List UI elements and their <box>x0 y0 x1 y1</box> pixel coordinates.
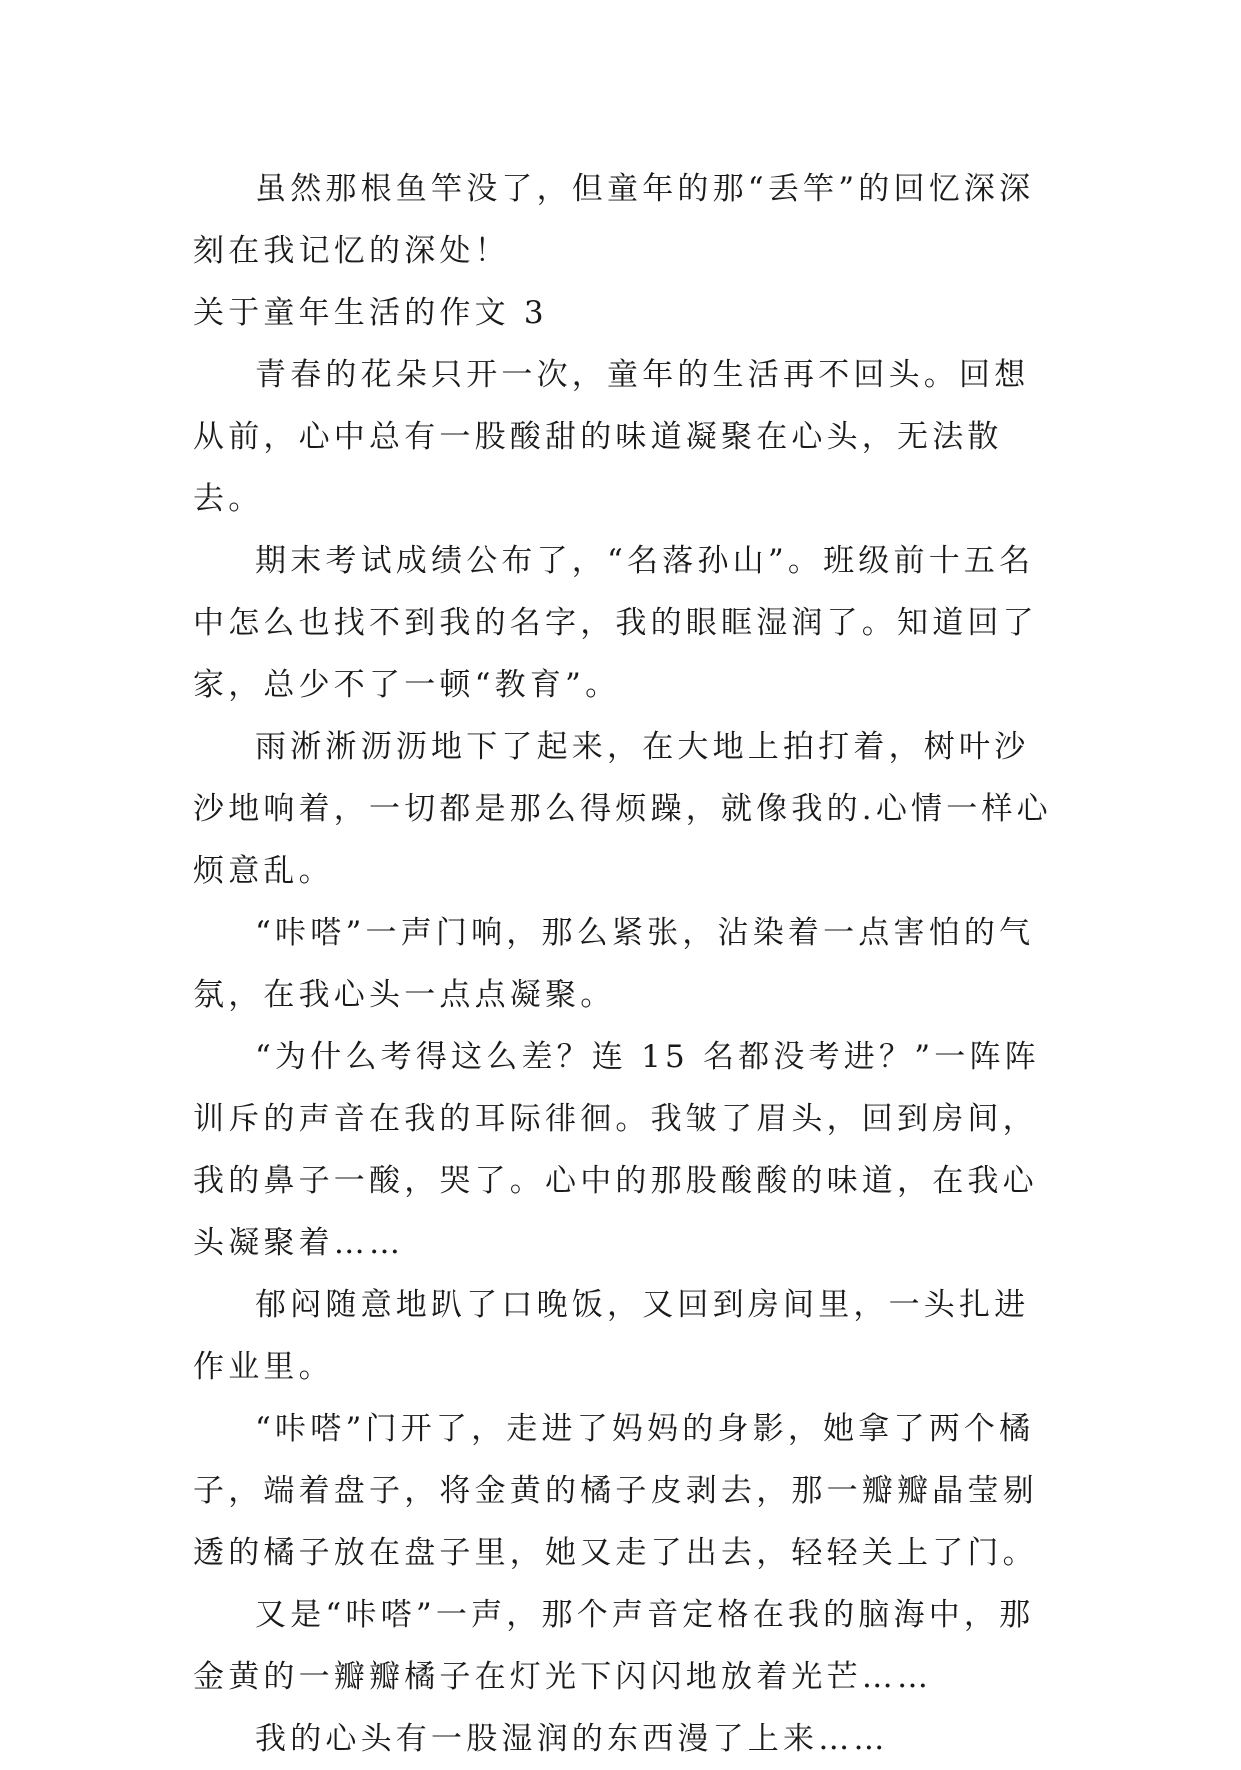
paragraph: 期末考试成绩公布了，“名落孙山”。班级前十五名中怎么也找不到我的名字，我的眼眶湿润了。知道回了家，总少不了一顿“教育”。 <box>193 543 1038 703</box>
paragraph: 虽然那根鱼竿没了，但童年的那“丢竿”的回忆深深刻在我记忆的深处！ <box>193 171 1035 269</box>
paragraph: “咔嗒”门开了，走进了妈妈的身影，她拿了两个橘子，端着盘子，将金黄的橘子皮剥去，那一瓣瓣晶莹剔透的橘子放在盘子里，她又走了出去，轻轻关上了门。 <box>193 1411 1038 1571</box>
paragraph: “为什么考得这么差？连 15 名都没考进？”一阵阵训斥的声音在我的耳际徘徊。我皱了眉头，回到房间，我的鼻子一酸，哭了。心中的那股酸酸的味道，在我心头凝聚着…… <box>193 1039 1040 1261</box>
paragraph: 雨淅淅沥沥地下了起来，在大地上拍打着，树叶沙沙地响着，一切都是那么得烦躁，就像我的.心情一样心烦意乱。 <box>193 729 1052 889</box>
paragraph: 郁闷随意地趴了口晚饭，又回到房间里，一头扎进作业里。 <box>193 1287 1030 1385</box>
paragraph: 又是“咔嗒”一声，那个声音定格在我的脑海中，那金黄的一瓣瓣橘子在灯光下闪闪地放着光芒…… <box>193 1597 1035 1695</box>
section-heading: 关于童年生活的作文 3 <box>193 295 548 331</box>
paragraph: 青春的花朵只开一次，童年的生活再不回头。回想从前，心中总有一股酸甜的味道凝聚在心头，无法散去。 <box>193 357 1030 517</box>
paragraph: 我的心头有一股湿润的东西漫了上来…… <box>255 1721 889 1757</box>
paragraph: “咔嗒”一声门响，那么紧张，沾染着一点害怕的气氛，在我心头一点点凝聚。 <box>193 915 1035 1013</box>
document-body <box>193 158 1053 1770</box>
